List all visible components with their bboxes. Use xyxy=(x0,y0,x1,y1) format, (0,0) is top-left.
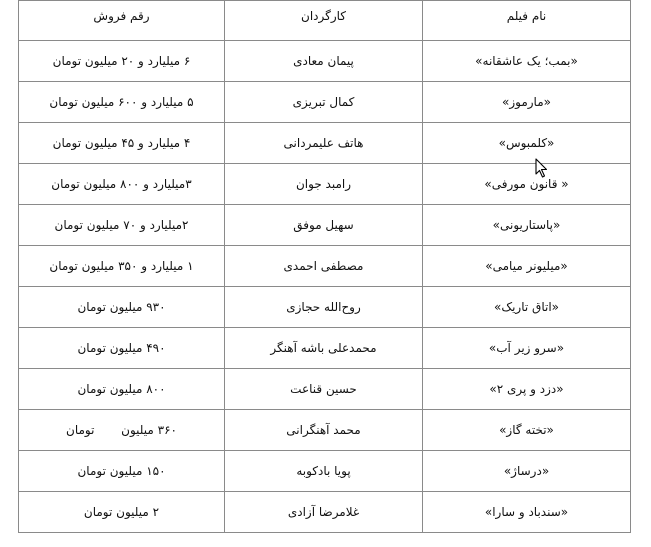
cell-director: رامبد جوان xyxy=(225,164,423,205)
cell-sales: ۴ میلیارد و ۴۵ میلیون تومان xyxy=(19,123,225,164)
table-row xyxy=(19,246,631,287)
cell-director: پویا بادکوبه xyxy=(225,451,423,492)
cell-director: پیمان معادی xyxy=(225,41,423,82)
cell-sales: ۳میلیارد و ۸۰۰ میلیون تومان xyxy=(19,164,225,205)
cell-title xyxy=(423,205,631,246)
film-title: «سرو زیر آب» xyxy=(488,341,565,355)
cell-sales: ۵ میلیارد و ۶۰۰ میلیون تومان xyxy=(19,82,225,123)
cell-sales: ۱۵۰ میلیون تومان xyxy=(19,451,225,492)
cell-title xyxy=(423,410,631,451)
film-title: «مارموز» xyxy=(502,95,551,109)
cell-sales: ۲میلیارد و ۷۰ میلیون تومان xyxy=(19,205,225,246)
cell-director: سهیل موفق xyxy=(225,205,423,246)
table-body xyxy=(19,41,631,533)
cell-sales: ۹۳۰ میلیون تومان xyxy=(19,287,225,328)
film-title: «میلیونر میامی» xyxy=(485,259,568,273)
table-row xyxy=(19,205,631,246)
cell-sales: ۱ میلیارد و ۳۵۰ میلیون تومان xyxy=(19,246,225,287)
table-row xyxy=(19,41,631,82)
cell-title xyxy=(423,246,631,287)
header-director: کارگردان xyxy=(225,1,423,41)
cell-director: محمد آهنگرانی xyxy=(225,410,423,451)
film-title: «تخته گاز» xyxy=(499,423,554,437)
cell-sales: ۴۹۰ میلیون تومان xyxy=(19,328,225,369)
cell-director: کمال تبریزی xyxy=(225,82,423,123)
cell-sales: ۸۰۰ میلیون تومان xyxy=(19,369,225,410)
cell-director: حسین قناعت xyxy=(225,369,423,410)
film-title: «کلمبوس» xyxy=(498,136,555,150)
cell-director: هاتف علیمردانی xyxy=(225,123,423,164)
cell-director: مصطفی احمدی xyxy=(225,246,423,287)
film-title: «اتاق تاریک» xyxy=(493,300,559,314)
table-row xyxy=(19,369,631,410)
table-row xyxy=(19,287,631,328)
film-title: «دزد و پری ۲» xyxy=(489,382,564,396)
cell-title xyxy=(423,164,631,205)
document-sheet xyxy=(18,0,630,540)
table-row xyxy=(19,410,631,451)
table-header xyxy=(19,1,631,41)
box-office-table xyxy=(18,0,631,533)
cell-director: محمدعلی باشه آهنگر xyxy=(225,328,423,369)
cell-director: روح‌الله حجازی xyxy=(225,287,423,328)
cell-title xyxy=(423,369,631,410)
cell-title xyxy=(423,82,631,123)
film-title: «درساژ» xyxy=(503,464,550,478)
cell-title xyxy=(423,451,631,492)
cell-title xyxy=(423,492,631,533)
table-row xyxy=(19,328,631,369)
cell-title xyxy=(423,287,631,328)
header-row xyxy=(19,1,631,41)
table-row xyxy=(19,164,631,205)
cell-sales: ۳۶۰ میلیون تومان xyxy=(19,410,225,451)
film-title: «بمب؛ یک عاشقانه» xyxy=(475,54,578,68)
film-title: « قانون مورفی» xyxy=(484,177,569,191)
cell-title xyxy=(423,328,631,369)
table-row xyxy=(19,492,631,533)
cell-director: غلامرضا آزادی xyxy=(225,492,423,533)
cell-title xyxy=(423,41,631,82)
cell-sales: ۲ میلیون تومان xyxy=(19,492,225,533)
cell-title xyxy=(423,123,631,164)
table-row xyxy=(19,82,631,123)
table-row xyxy=(19,123,631,164)
header-title: نام فیلم xyxy=(423,1,631,41)
table-row xyxy=(19,451,631,492)
cell-sales: ۶ میلیارد و ۲۰ میلیون تومان xyxy=(19,41,225,82)
film-title: «پاستاریونی» xyxy=(492,218,561,232)
header-sales: رقم فروش xyxy=(19,1,225,41)
film-title: «سندباد و سارا» xyxy=(484,505,569,519)
